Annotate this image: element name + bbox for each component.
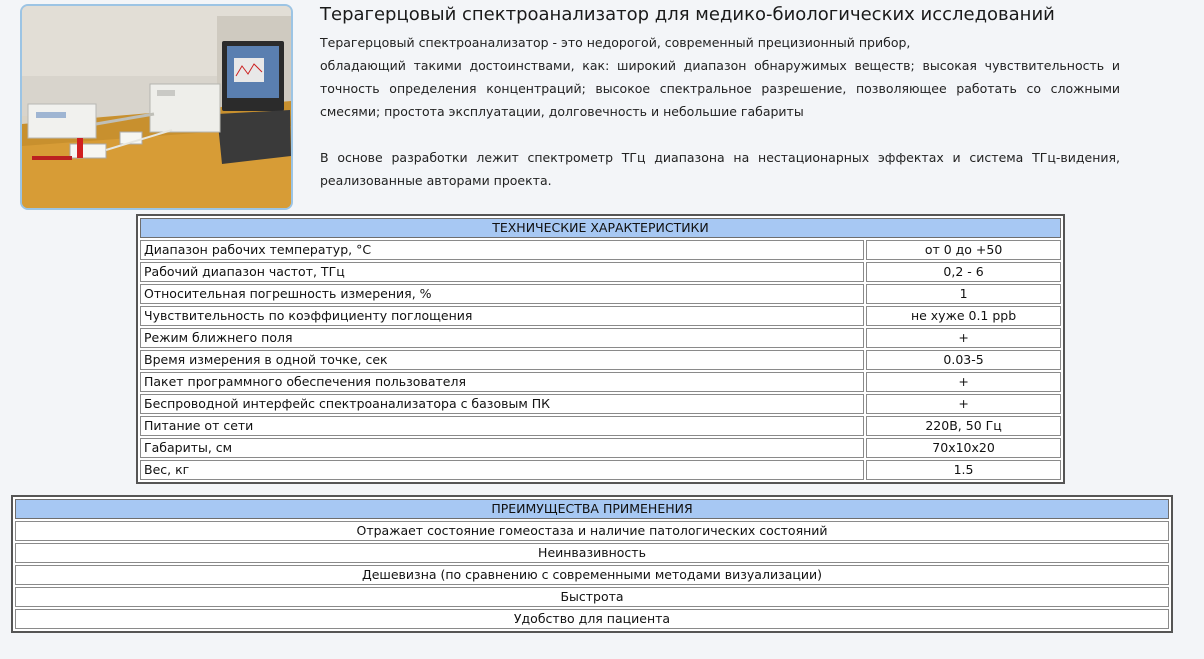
benefit-item: Отражает состояние гомеостаза и наличие патологических состояний <box>15 521 1169 541</box>
spec-param: Режим ближнего поля <box>140 328 864 348</box>
benefit-item: Удобство для пациента <box>15 609 1169 629</box>
table-row <box>15 587 1169 607</box>
table-row <box>140 306 1061 326</box>
spec-value: 0.03-5 <box>866 350 1061 370</box>
benefit-item: Дешевизна (по сравнению с современными методами визуализации) <box>15 565 1169 585</box>
spec-value: 0,2 - 6 <box>866 262 1061 282</box>
table-row <box>140 328 1061 348</box>
benefits-table <box>11 495 1173 633</box>
spec-value: + <box>866 372 1061 392</box>
specs-heading: ТЕХНИЧЕСКИЕ ХАРАКТЕРИСТИКИ <box>140 218 1061 238</box>
spec-param: Габариты, см <box>140 438 864 458</box>
spec-param: Пакет программного обеспечения пользователя <box>140 372 864 392</box>
spec-param: Питание от сети <box>140 416 864 436</box>
intro-text <box>320 31 1120 192</box>
benefits-header-row <box>15 499 1169 519</box>
table-row <box>140 460 1061 480</box>
device-photo <box>20 4 293 210</box>
table-row <box>15 565 1169 585</box>
spec-param: Относительная погрешность измерения, % <box>140 284 864 304</box>
page-title: Терагерцовый спектроанализатор для медико-биологических исследований <box>320 4 1055 25</box>
table-row <box>140 438 1061 458</box>
intro-line-1: Терагерцовый спектроанализатор - это недорогой, современный прецизионный прибор, <box>320 35 911 50</box>
spec-param: Чувствительность по коэффициенту поглощения <box>140 306 864 326</box>
table-row <box>15 543 1169 563</box>
table-row <box>140 284 1061 304</box>
table-row <box>140 372 1061 392</box>
table-row <box>15 609 1169 629</box>
spec-value: 220В, 50 Гц <box>866 416 1061 436</box>
spec-value: 1 <box>866 284 1061 304</box>
spec-param: Рабочий диапазон частот, ТГц <box>140 262 864 282</box>
spec-param: Время измерения в одной точке, сек <box>140 350 864 370</box>
benefit-item: Неинвазивность <box>15 543 1169 563</box>
benefits-heading: ПРЕИМУЩЕСТВА ПРИМЕНЕНИЯ <box>15 499 1169 519</box>
table-row <box>140 416 1061 436</box>
table-row <box>140 350 1061 370</box>
specs-table <box>136 214 1065 484</box>
intro-line-2: обладающий такими достоинствами, как: широкий диапазон обнаружимых веществ; высокая чувствительность и точность определения концентраций; высокое спектральное разрешение, позволяющее работать со сложными смесями; простота эксплуатации, долговечность и небольшие габариты <box>320 58 1120 119</box>
table-row <box>140 394 1061 414</box>
spec-param: Беспроводной интерфейс спектроанализатора с базовым ПК <box>140 394 864 414</box>
intro-paragraph-2: В основе разработки лежит спектрометр ТГц диапазона на нестационарных эффектах и система ТГц-видения, реализованные авторами проекта. <box>320 150 1120 188</box>
spec-value: от 0 до +50 <box>866 240 1061 260</box>
spec-value: 70х10х20 <box>866 438 1061 458</box>
table-row <box>140 240 1061 260</box>
spec-value: + <box>866 328 1061 348</box>
spec-param: Вес, кг <box>140 460 864 480</box>
table-row <box>15 521 1169 541</box>
table-row <box>140 262 1061 282</box>
spec-param: Диапазон рабочих температур, °C <box>140 240 864 260</box>
benefit-item: Быстрота <box>15 587 1169 607</box>
spec-value: 1.5 <box>866 460 1061 480</box>
spec-value: + <box>866 394 1061 414</box>
spec-value: не хуже 0.1 ppb <box>866 306 1061 326</box>
specs-header-row <box>140 218 1061 238</box>
